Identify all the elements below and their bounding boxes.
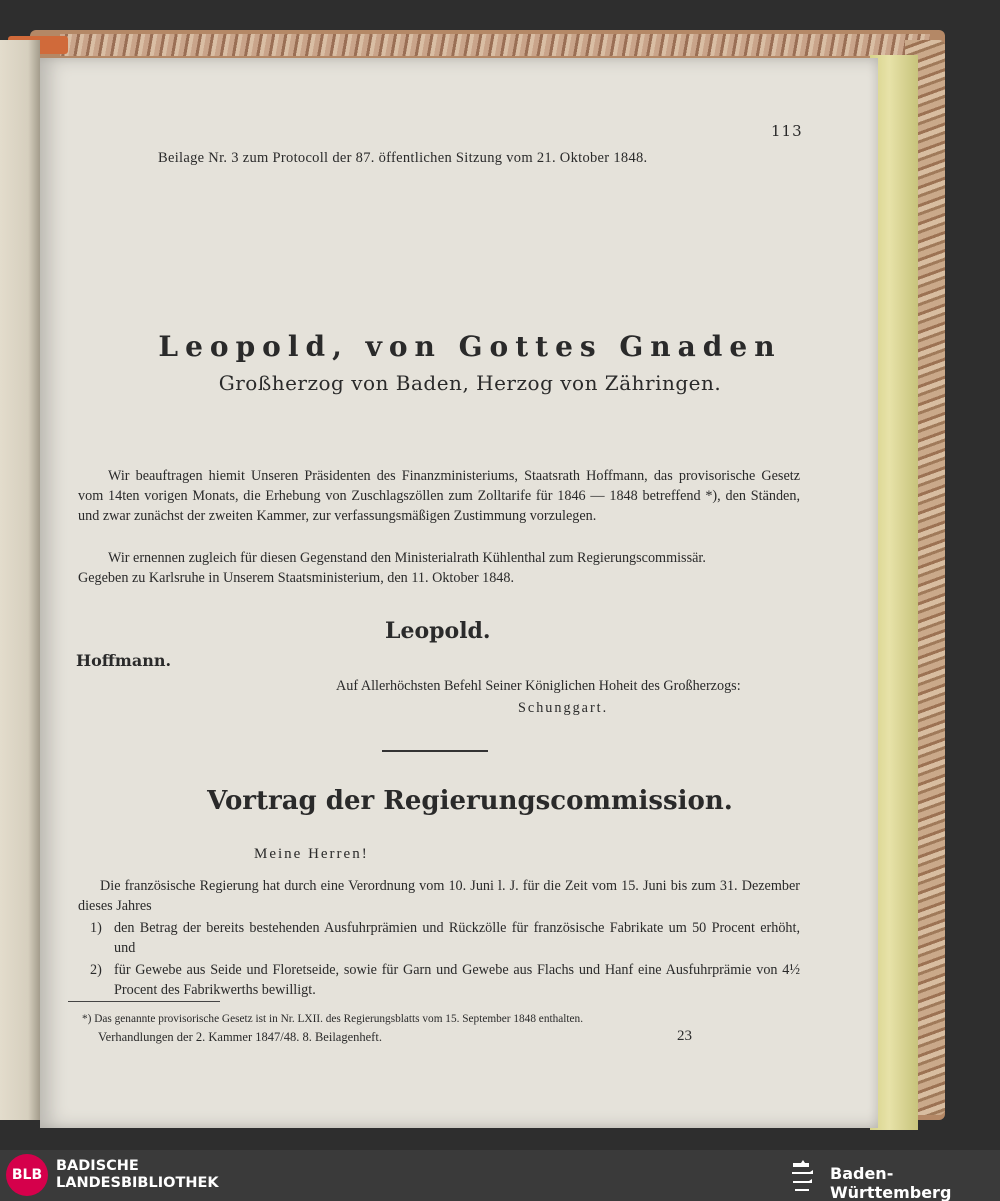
list-item	[90, 918, 800, 958]
footnote-divider	[68, 1001, 220, 1002]
report-intro: Die französische Regierung hat durch eine Verordnung vom 10. Juni l. J. für die Zeit vom 15. Juni bis zum 31. Dezember dieses Jahres	[78, 878, 800, 914]
sheet-number: 23	[677, 1028, 692, 1044]
paragraph-appointment: Wir ernennen zugleich für diesen Gegenstand den Ministerialrath Kühlenthal zum Regierungscommissär.	[108, 550, 706, 566]
page-number: 113	[771, 122, 803, 140]
section-divider	[382, 750, 488, 752]
list-text: den Betrag der bereits bestehenden Ausfuhrprämien und Rückzölle für französische Fabrikate um 50 Procent erhöht, und	[114, 920, 800, 956]
viewer-footer	[0, 1150, 1000, 1201]
binding-top-edge	[60, 34, 930, 56]
state-name[interactable]: Baden-Württemberg	[830, 1164, 952, 1201]
enclosure-title: Beilage Nr. 3 zum Protocoll der 87. öffentlichen Sitzung vom 21. Oktober 1848.	[158, 150, 648, 166]
signature-hoffmann: Hoffmann.	[76, 651, 172, 670]
paragraph-dated: Gegeben zu Karlsruhe in Unserem Staatsministerium, den 11. Oktober 1848.	[78, 570, 515, 586]
footnote: *) Das genannte provisorische Gesetz ist in Nr. LXII. des Regierungsblatts vom 15. September 1848 enthalten.	[82, 1013, 584, 1025]
library-name-line1: BADISCHE	[56, 1158, 139, 1174]
list-number: 2)	[90, 962, 102, 978]
library-name-line2: LANDESBIBLIOTHEK	[56, 1175, 219, 1191]
measure-list	[90, 918, 800, 1002]
paragraph-commission: Wir beauftragen hiemit Unseren Präsidenten des Finanzministeriums, Staatsrath Hoffmann, das provisorische Gesetz vom 14ten vorigen Monats, die Erhebung von Zuschlagszöllen zum Zolltarife für 1846 — 1848 betreffend *), den Ständen, und zwar zunächst der zweiten Kammer, zur verfassungsmäßigen Zustimmung vorzulegen.	[78, 468, 800, 524]
list-text: für Gewebe aus Seide und Floretseide, sowie für Garn und Gewebe aus Flachs und Hanf eine Ausfuhrprämie von 4½ Procent des Fabrikwerths bewilligt.	[114, 962, 800, 998]
list-number: 1)	[90, 920, 102, 936]
blb-logo-icon[interactable]: BLB	[6, 1154, 48, 1196]
signature-leopold: Leopold.	[385, 618, 491, 644]
list-item	[90, 960, 800, 1000]
document-page	[40, 58, 878, 1128]
report-title: Vortrag der Regierungscommission.	[207, 786, 733, 816]
baden-wuerttemberg-lions-icon[interactable]	[790, 1158, 820, 1192]
salutation: Meine Herren!	[254, 846, 369, 862]
library-name[interactable]	[56, 1158, 219, 1192]
order-signatory: Schunggart.	[518, 700, 609, 716]
printer-signature-line: Verhandlungen der 2. Kammer 1847/48. 8. Beilagenheft.	[98, 1030, 382, 1044]
left-page-edge	[0, 40, 40, 1120]
proclamation-title: Leopold, von Gottes Gnaden	[158, 330, 782, 363]
proclamation-subtitle: Großherzog von Baden, Herzog von Zähringen.	[218, 371, 722, 395]
order-line: Auf Allerhöchsten Befehl Seiner Königlichen Hoheit des Großherzogs:	[336, 678, 741, 694]
